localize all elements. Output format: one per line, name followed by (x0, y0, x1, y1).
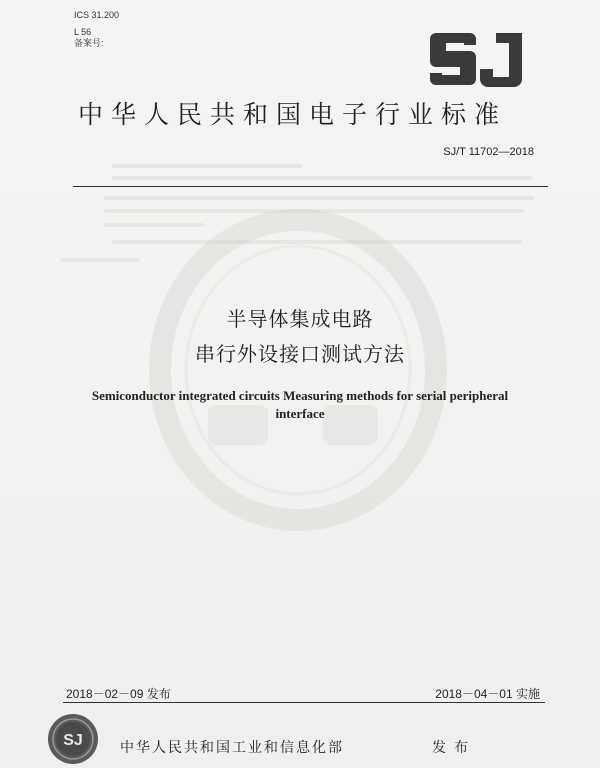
issue-date: 2018－02－09 发布 (66, 687, 171, 701)
filing-number-label: 备案号: (74, 38, 104, 48)
standard-category-title: 中华人民共和国电子行业标准 (78, 100, 508, 129)
svg-text:SJ: SJ (63, 732, 83, 749)
bleed-through-line (60, 258, 140, 262)
sj-logo (430, 27, 526, 91)
title-chinese-line-1: 半导体集成电路 (226, 307, 374, 331)
publish-label: 发布 (432, 740, 476, 756)
ics-code: ICS 31.200 (74, 10, 120, 20)
bleed-through-line (112, 164, 302, 168)
footer-divider (63, 702, 545, 703)
publisher-name: 中华人民共和国工业和信息化部 (120, 740, 344, 756)
classification-code: L 56 (74, 27, 92, 37)
standard-number: SJ/T 11702—2018 (443, 146, 534, 158)
title-english-line-1: Semiconductor integrated circuits Measuring methods for serial peripheral (91, 388, 509, 403)
ministry-watermark-seal (148, 205, 448, 535)
bleed-through-line (104, 196, 534, 200)
header-divider (73, 186, 548, 187)
title-english-line-2: interface (275, 406, 325, 421)
title-chinese-line-2: 串行外设接口测试方法 (195, 342, 405, 366)
effective-date: 2018－04－01 实施 (435, 687, 540, 701)
bleed-through-line (112, 176, 532, 180)
sj-seal-icon (46, 712, 100, 766)
